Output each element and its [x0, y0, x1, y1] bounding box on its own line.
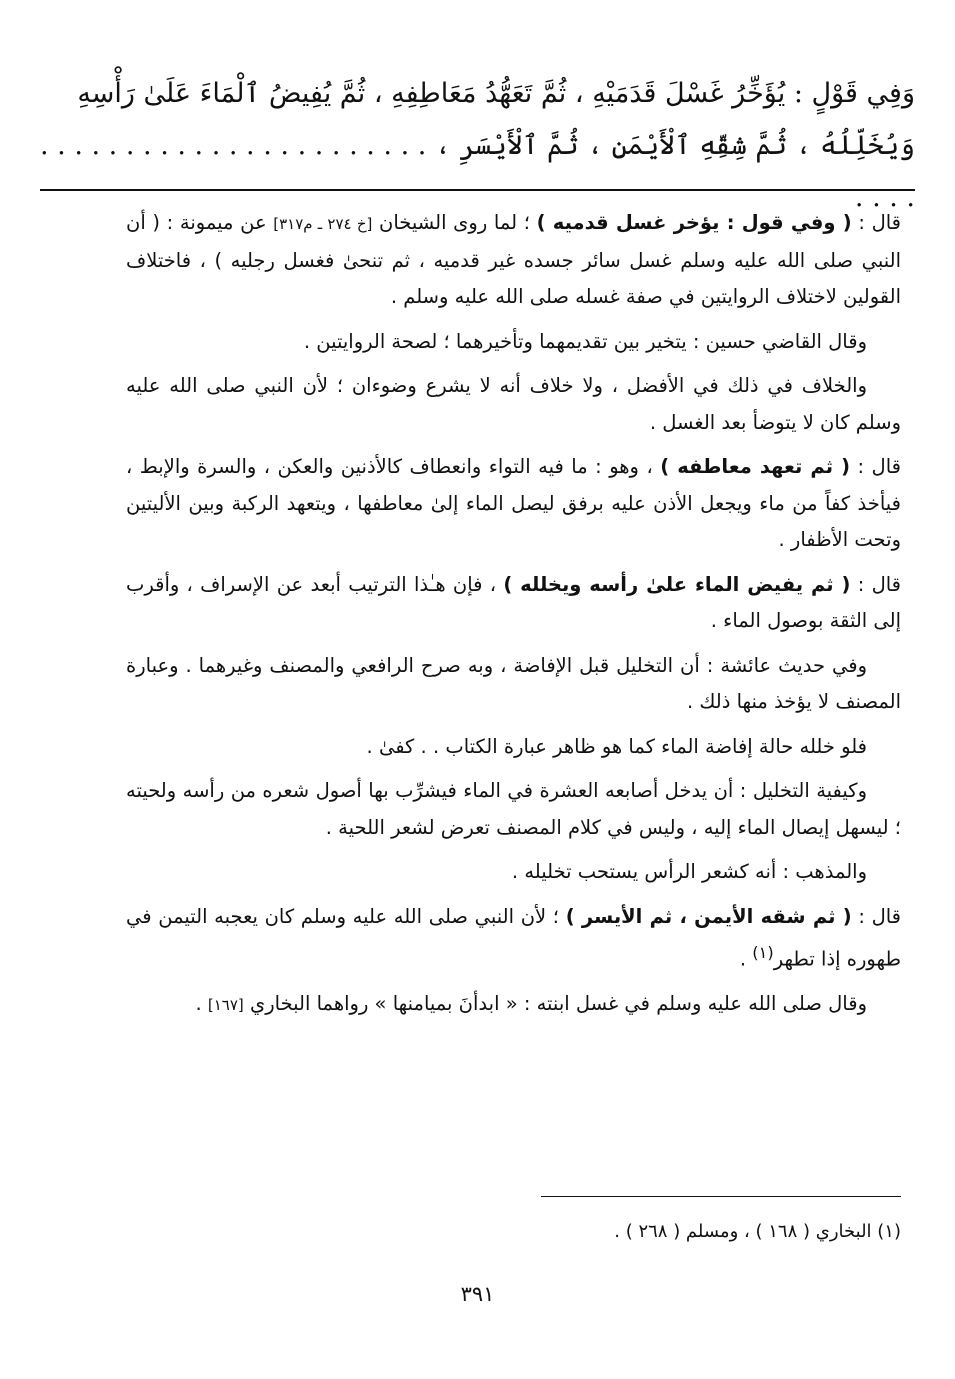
- hadith-reference: [خ ٢٧٤ ـ م٣١٧]: [273, 215, 373, 233]
- matn-line: وَيُخَلِّلُهُ ، ثُمَّ شِقِّهِ ٱلْأَيْمَنِ ، ثُمَّ ٱلْأَيْسَرِ ، . . . . . . . . . . . . . . . . . . . . . . . . . . .: [40, 130, 915, 213]
- hadith-reference: [١٦٧]: [207, 996, 244, 1014]
- commentary-text: [126, 205, 901, 1032]
- commentary-paragraph: فلو خلله حالة إفاضة الماء كما هو ظاهر عبارة الكتاب . . كفىٰ .: [366, 734, 867, 758]
- separator-rule: [40, 189, 915, 191]
- commentary-paragraph: والخلاف في ذلك في الأفضل ، ولا خلاف أنه لا يشرع وضوءان ؛ لأن النبي صلى الله عليه وسلم كان لا يتوضأ بعد الغسل .: [126, 374, 901, 434]
- commentary-paragraph: [126, 567, 901, 640]
- commentary-paragraph: وفي حديث عائشة : أن التخليل قبل الإفاضة ، وبه صرح الرافعي والمصنف وغيرهما . وعبارة المصنف لا يؤخذ منها ذلك .: [126, 653, 901, 713]
- footnote-marker: (١): [752, 943, 774, 962]
- paragraph-lead: قال :: [851, 904, 901, 928]
- paragraph-text: .: [195, 992, 208, 1015]
- commentary-paragraph: والمذهب : أنه كشعر الرأس يستحب تخليله .: [511, 860, 867, 883]
- paragraph-text: عن ميمونة : ( أن النبي صلى الله عليه وسلم غسل سائر جسده غير قدميه ، ثم تنحىٰ فغسل رجليه ) ، فاختلاف القولين لاختلاف الروايتين في صفة غسله صلى الله عليه وسلم .: [126, 211, 901, 308]
- paragraph-text: .: [739, 947, 753, 971]
- commentary-paragraph: [126, 205, 901, 316]
- paragraph-lead: قال :: [850, 572, 901, 596]
- commentary-paragraph: [126, 986, 901, 1024]
- quoted-matn: ( ثم يفيض الماء علىٰ رأسه ويخلله ): [503, 572, 851, 596]
- commentary-paragraph: وقال القاضي حسين : يتخير بين تقديمهما وتأخيرهما ؛ لصحة الروايتين .: [303, 329, 867, 353]
- paragraph-text: ؛ لأن النبي صلى الله عليه وسلم كان يعجبه التيمن في طهوره إذا تطهر: [126, 904, 901, 971]
- quoted-matn: ( وفي قول : يؤخر غسل قدميه ): [536, 211, 852, 234]
- paragraph-text: وقال صلى الله عليه وسلم في غسل ابنته : « ابدأنَ بميامنها » رواهما البخاري: [243, 992, 867, 1015]
- quoted-matn: ( ثم تعهد معاطفه ): [660, 455, 851, 478]
- footnote-rule: [541, 1196, 901, 1197]
- paragraph-text: ، فإن هـٰذا الترتيب أبعد عن الإسراف ، وأقرب إلى الثقة بوصول الماء .: [126, 572, 901, 632]
- page-number: ٣٩١: [460, 1282, 495, 1306]
- paragraph-lead: قال :: [850, 455, 901, 478]
- commentary-paragraph: وكيفية التخليل : أن يدخل أصابعه العشرة في الماء فيشرِّب بها أصول شعره من رأسه ولحيته ؛ ليسهل إيصال الماء إليه ، وليس في كلام المصنف تعرض لشعر اللحية .: [126, 779, 901, 839]
- matn-line: وَفِي قَوْلٍ : يُؤَخِّرُ غَسْلَ قَدَمَيْهِ ، ثُمَّ تَعَهُّدُ مَعَاطِفِهِ ، ثُمَّ يُفِيضُ ٱلْمَاءَ عَلَىٰ رَأْسِهِ: [77, 78, 915, 109]
- paragraph-lead: قال :: [851, 211, 902, 234]
- commentary-paragraph: [126, 449, 901, 559]
- matn-text: [40, 68, 915, 224]
- footnote: (١) البخاري ( ١٦٨ ) ، ومسلم ( ٢٦٨ ) .: [614, 1221, 901, 1242]
- commentary-paragraph: [126, 899, 901, 979]
- quoted-matn: ( ثم شقه الأيمن ، ثم الأيسر ): [565, 904, 852, 928]
- paragraph-text: ؛ لما روى الشيخان: [372, 211, 537, 234]
- paragraph-text: ، وهو : ما فيه التواء وانعطاف كالأذنين والعكن ، والسرة والإبط ، فيأخذ كفاً من ماء ويجعل الأذن عليه برفق ليصل الماء إلىٰ معاطفها ، ويتعهد الركبة وبين الأليتين وتحت الأظفار .: [126, 455, 901, 551]
